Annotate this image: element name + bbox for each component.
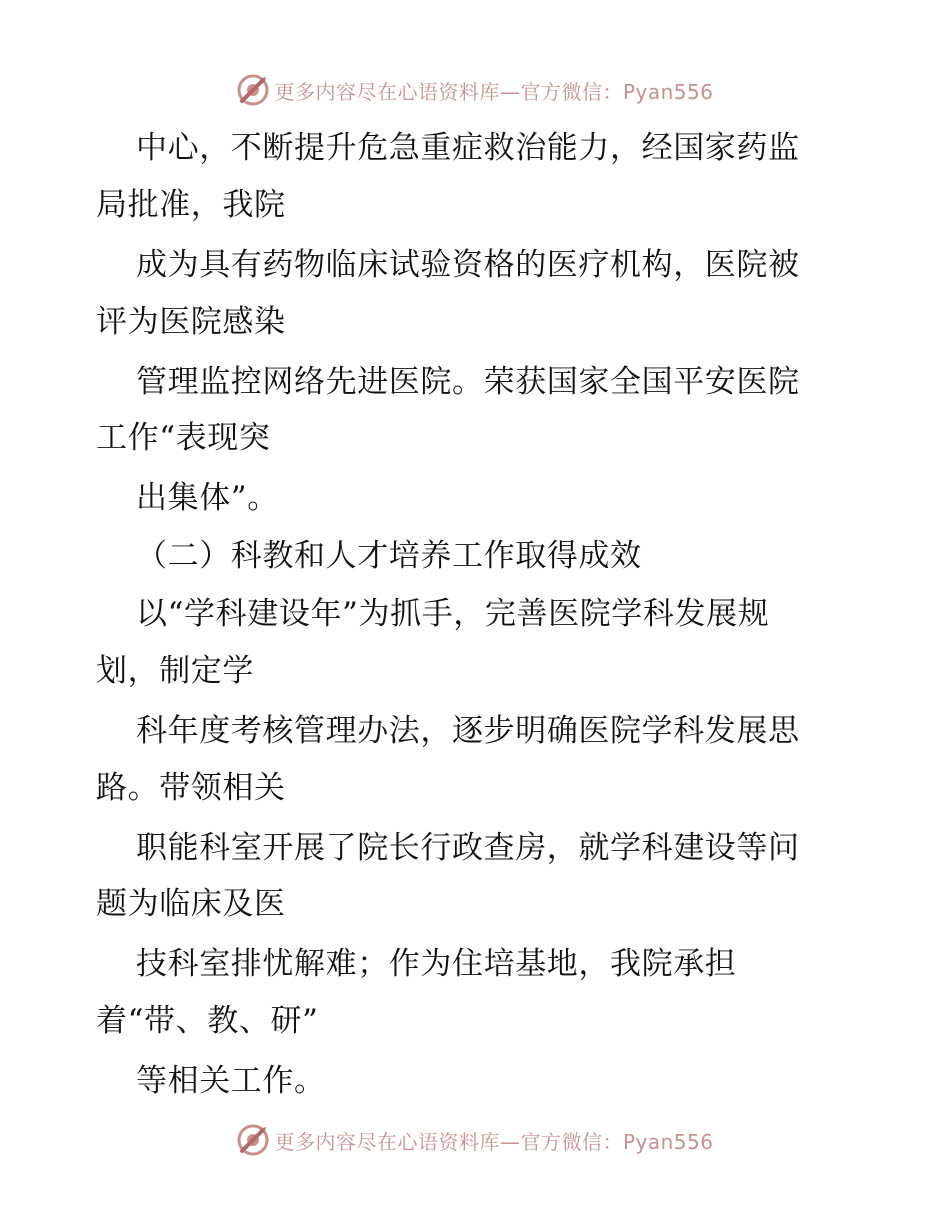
text-line: 工作“表现突 xyxy=(96,420,271,456)
text-line: 着“带、教、研” xyxy=(96,1003,319,1039)
text-line: 科年度考核管理办法，逐步明确医院学科发展思 xyxy=(136,713,800,749)
text-line: 出集体”。 xyxy=(136,480,279,516)
text-line: 等相关工作。 xyxy=(136,1063,326,1099)
text-line: 划，制定学 xyxy=(96,653,254,689)
text-line: 局批准，我院 xyxy=(96,187,286,223)
logo-icon xyxy=(236,1123,270,1157)
text-line: 评为医院感染 xyxy=(96,304,286,340)
text-line: 职能科室开展了院长行政查房，就学科建设等问 xyxy=(136,830,800,866)
logo-icon xyxy=(236,73,270,107)
section-heading: （二）科教和人才培养工作取得成效 xyxy=(136,538,642,574)
text-line: 管理监控网络先进医院。荣获国家全国平安医院 xyxy=(136,364,800,400)
footer-watermark xyxy=(0,1120,950,1160)
text-line: 以“学科建设年”为抓手，完善医院学科发展规 xyxy=(136,596,770,632)
text-line: 题为临床及医 xyxy=(96,886,286,922)
text-line: 路。带领相关 xyxy=(96,770,286,806)
text-line: 技科室排忧解难；作为住培基地，我院承担 xyxy=(136,946,737,982)
text-line: 成为具有药物临床试验资格的医疗机构，医院被 xyxy=(136,247,800,283)
text-line: 中心，不断提升危急重症救治能力，经国家药监 xyxy=(136,130,800,166)
header-watermark xyxy=(0,70,950,110)
header-watermark-text: 更多内容尽在心语资料库—官方微信：Pyan556 xyxy=(274,79,714,104)
footer-watermark-text: 更多内容尽在心语资料库—官方微信：Pyan556 xyxy=(274,1129,714,1154)
